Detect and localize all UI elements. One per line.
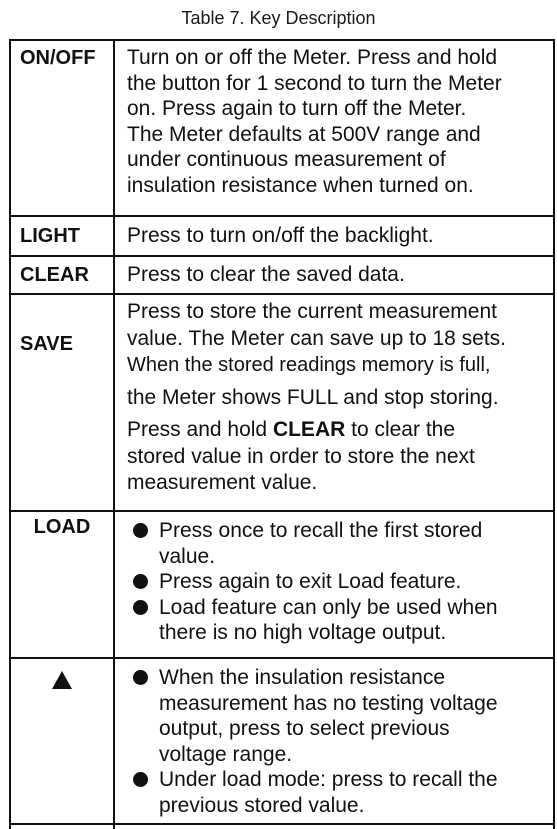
description-line: When the insulation resistance bbox=[159, 666, 445, 689]
description-line: Press again to exit Load feature. bbox=[159, 570, 462, 593]
description-line: value. The Meter can save up to 18 sets. bbox=[127, 326, 506, 350]
description-line: stored value in order to store the next bbox=[127, 444, 475, 468]
description-line: The Meter defaults at 500V range and bbox=[127, 122, 481, 146]
description-line: Press to turn on/off the backlight. bbox=[127, 224, 434, 247]
description-line: the button for 1 second to turn the Meter bbox=[127, 71, 502, 95]
clear-emphasis: CLEAR bbox=[272, 418, 346, 441]
key-description bbox=[115, 41, 553, 215]
description-line: insulation resistance when turned on. bbox=[127, 173, 474, 197]
key-label: LIGHT bbox=[11, 217, 115, 255]
description-line: Under load mode: press to recall the bbox=[159, 768, 498, 791]
key-label: SAVE bbox=[11, 295, 115, 510]
up-triangle-icon bbox=[52, 671, 72, 689]
table-row bbox=[11, 217, 553, 257]
bullet-icon bbox=[133, 772, 148, 787]
description-line: the Meter shows FULL and stop storing. bbox=[127, 385, 499, 409]
key-description-table bbox=[9, 39, 555, 829]
description-line: measurement value. bbox=[127, 471, 318, 494]
list-item bbox=[127, 767, 547, 818]
list-item bbox=[127, 595, 547, 646]
list-item bbox=[127, 518, 547, 569]
key-label bbox=[11, 659, 115, 829]
description-line: measurement has no testing voltage bbox=[159, 691, 498, 715]
key-description bbox=[115, 217, 553, 255]
list-item bbox=[127, 569, 547, 595]
table-bottom-border bbox=[9, 823, 555, 825]
description-line: under continuous measurement of bbox=[127, 148, 446, 171]
description-text: Press and hold bbox=[127, 418, 273, 441]
description-line: voltage range. bbox=[159, 742, 293, 766]
description-line: Press to clear the saved data. bbox=[127, 263, 405, 286]
bullet-icon bbox=[133, 670, 148, 685]
key-description bbox=[115, 295, 553, 510]
description-line: When the stored readings memory is full, bbox=[127, 354, 491, 376]
description-line: Load feature can only be used when bbox=[159, 595, 498, 619]
description-line: value. bbox=[159, 544, 216, 568]
description-line: Press once to recall the first stored bbox=[159, 519, 483, 542]
key-label: LOAD bbox=[11, 512, 115, 657]
key-label: CLEAR bbox=[11, 257, 115, 293]
description-line: Turn on or off the Meter. Press and hold bbox=[127, 46, 498, 69]
description-line: previous stored value. bbox=[159, 793, 365, 817]
description-line: on. Press again to turn off the Meter. bbox=[127, 97, 467, 120]
list-item bbox=[127, 665, 547, 767]
bullet-icon bbox=[133, 600, 148, 615]
key-description bbox=[115, 512, 553, 657]
description-text: to clear the bbox=[345, 418, 456, 441]
table-row bbox=[11, 41, 553, 217]
bullet-list bbox=[127, 665, 547, 818]
description-line: there is no high voltage output. bbox=[159, 621, 447, 644]
table-row bbox=[11, 257, 553, 295]
description-line: Press to store the current measurement bbox=[127, 300, 497, 323]
bullet-list bbox=[127, 518, 547, 646]
key-description bbox=[115, 257, 553, 293]
description-line: output, press to select previous bbox=[159, 717, 450, 740]
bullet-icon bbox=[133, 523, 148, 538]
table-row bbox=[11, 659, 553, 829]
description-line bbox=[127, 417, 547, 444]
table-row bbox=[11, 295, 553, 512]
key-description bbox=[115, 659, 553, 829]
bullet-icon bbox=[133, 574, 148, 589]
key-label: ON/OFF bbox=[11, 41, 115, 215]
table-caption: Table 7. Key Description bbox=[181, 8, 376, 28]
table-row bbox=[11, 512, 553, 659]
